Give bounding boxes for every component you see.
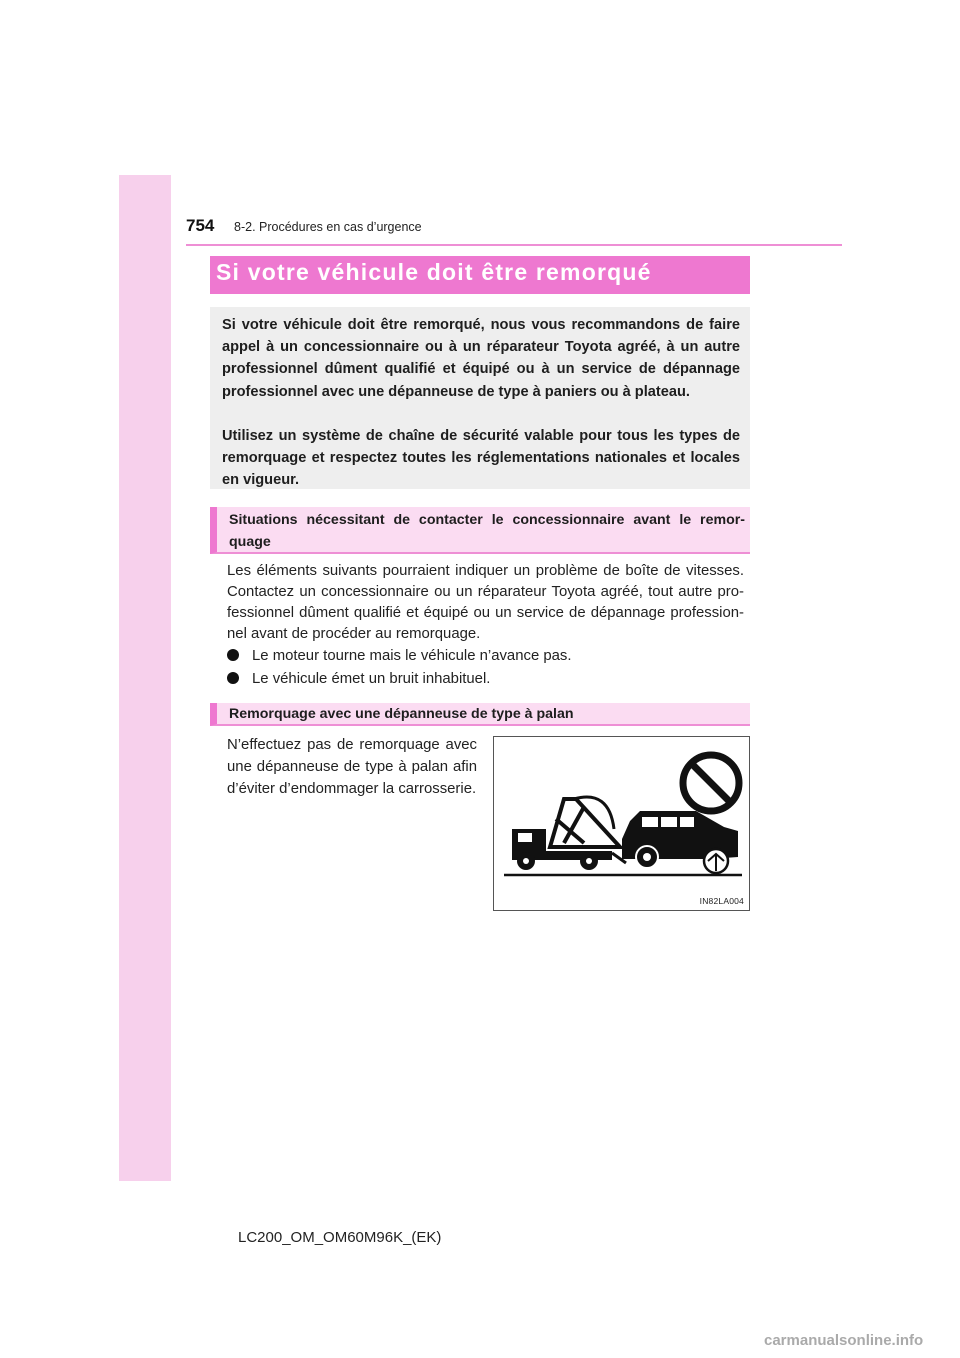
list-item-text: Le moteur tourne mais le véhicule n’avance pas.	[252, 648, 572, 664]
situations-heading: Situations nécessitant de contacter le concessionnaire avant le remor-quage	[229, 512, 745, 550]
tow-truck	[512, 797, 626, 870]
tow-truck-illustration	[493, 736, 750, 911]
bullet-icon	[227, 649, 239, 661]
towing-heading: Remorquage avec une dépanneuse de type à palan	[229, 706, 574, 722]
bullet-icon	[227, 672, 239, 684]
situations-body: Les éléments suivants pourraient indiquer un problème de boîte de vitesses. Contactez un concessionnaire ou un réparateur Toyota agréé, tout autre pro-fessionnel dûment qualifié et équipé ou un service de dépannage profession-nel avant de procéder au remorquage.	[227, 563, 744, 642]
situations-heading-bar	[210, 507, 750, 554]
page-title: Si votre véhicule doit être remorqué	[216, 259, 652, 285]
illustration-graphic	[494, 737, 751, 912]
intro-paragraph-2: Utilisez un système de chaîne de sécurité valable pour tous les types de remorquage et respectez toutes les réglementations nationales et locales en vigueur.	[222, 428, 740, 489]
watermark-link[interactable]: carmanualsonline.info	[764, 1332, 924, 1349]
page-number: 754	[186, 216, 215, 235]
list-item	[227, 646, 744, 668]
chapter-side-tab	[119, 175, 171, 1181]
footer-code: LC200_OM_OM60M96K_(EK)	[238, 1229, 442, 1246]
suv	[622, 811, 738, 873]
list-item-text: Le véhicule émet un bruit inhabituel.	[252, 671, 491, 687]
towing-body: N’effectuez pas de remorquage avec une dépanneuse de type à palan afin d’éviter d’endommager la carrosserie.	[227, 737, 477, 797]
list-item	[227, 669, 744, 691]
towing-heading-bar	[210, 703, 750, 726]
header-divider	[186, 244, 842, 246]
prohibited-icon	[683, 755, 739, 811]
illustration-code: IN82LA004	[699, 896, 744, 906]
section-label: 8-2. Procédures en cas d’urgence	[234, 220, 422, 234]
intro-paragraph-1: Si votre véhicule doit être remorqué, nous vous recommandons de faire appel à un concessionnaire ou à un réparateur Toyota agréé, à un autre professionnel dûment qualifié et équipé ou à un service de dépannage professionnel avec une dépanneuse de type à paniers ou à plateau.	[222, 317, 740, 400]
